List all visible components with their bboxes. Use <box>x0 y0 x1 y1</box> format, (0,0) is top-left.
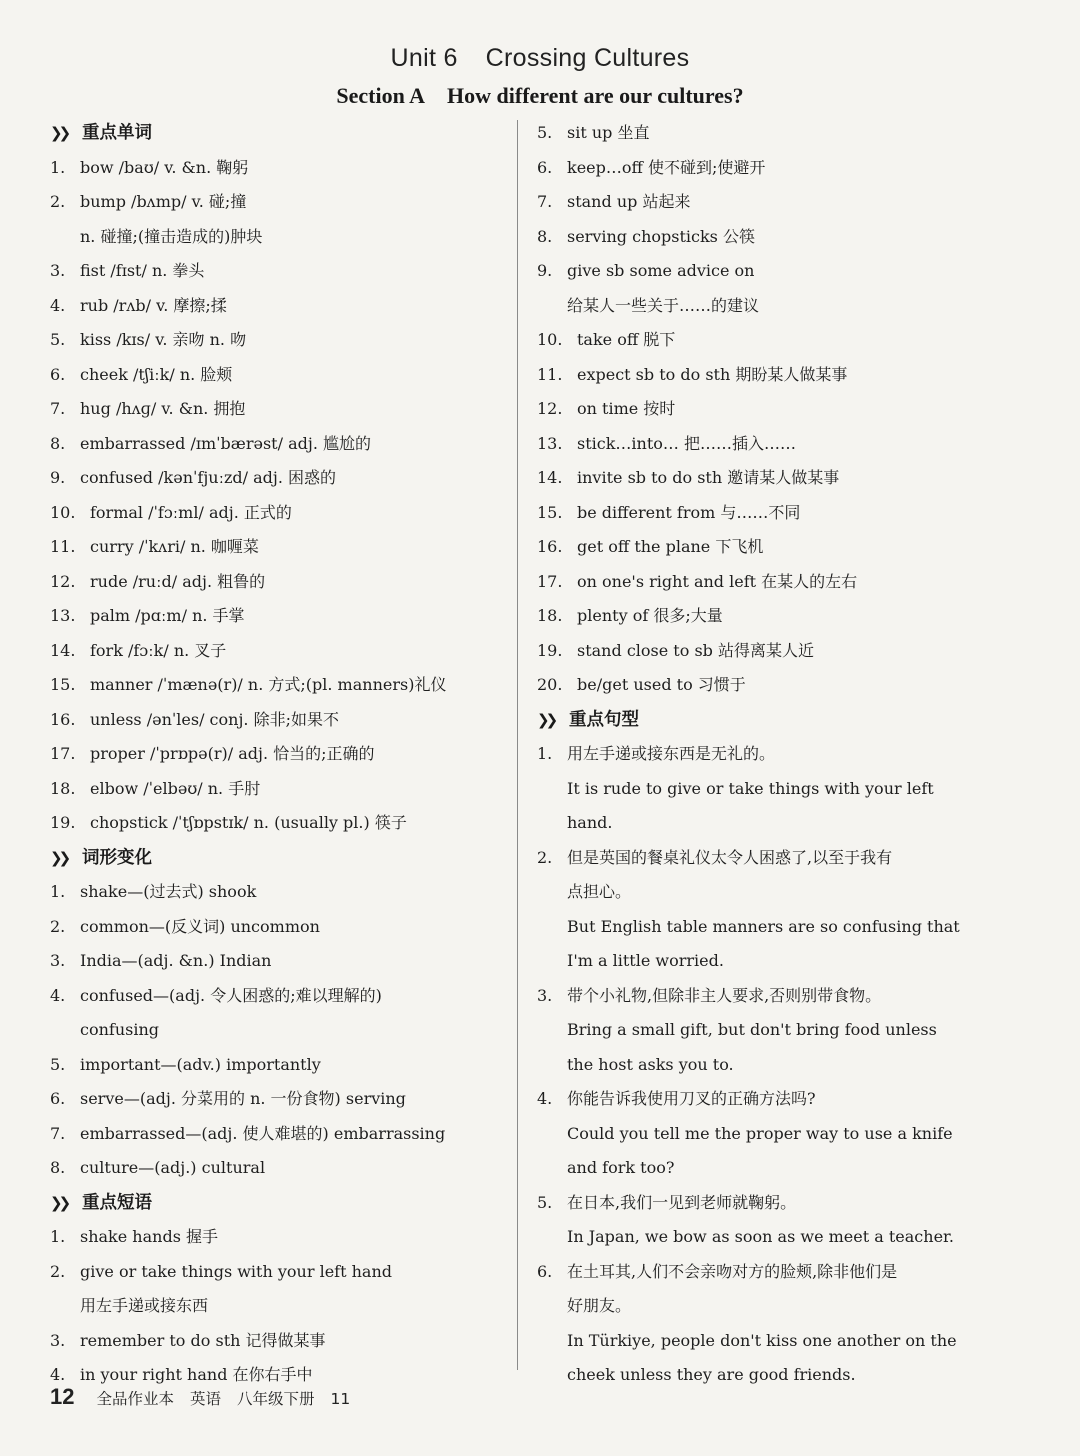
list-item <box>50 1220 500 1255</box>
item-continuation: hand. <box>567 813 613 832</box>
list-item <box>50 703 500 738</box>
item-text: 在土耳其,人们不会亲吻对方的脸颊,除非他们是 <box>567 1261 898 1281</box>
item-number: 4. <box>50 985 66 1005</box>
list-item <box>50 1255 500 1290</box>
item-number: 5. <box>50 1054 66 1074</box>
list-item <box>537 220 987 255</box>
item-text: hug /hʌɡ/ v. &n. 拥抱 <box>80 399 246 418</box>
item-text: bow /baʊ/ v. &n. 鞠躬 <box>80 157 249 177</box>
item-number: 7. <box>50 399 66 418</box>
item-text: shake hands 握手 <box>80 1227 218 1246</box>
item-number: 13. <box>537 433 563 453</box>
item-number: 11. <box>50 537 76 556</box>
item-number: 1. <box>50 882 66 901</box>
item-continuation: 点担心。 <box>567 882 632 901</box>
item-text: 但是英国的餐桌礼仪太令人困惑了,以至于我有 <box>567 847 893 867</box>
list-item <box>537 461 987 496</box>
item-text: formal /ˈfɔːml/ adj. 正式的 <box>90 502 292 522</box>
double-chevron-icon: ❯❯ <box>50 848 68 867</box>
list-item <box>537 737 987 772</box>
item-number: 16. <box>50 709 76 729</box>
item-number: 12. <box>537 399 563 418</box>
item-number: 20. <box>537 675 563 694</box>
list-item <box>537 841 987 876</box>
item-number: 19. <box>50 813 76 832</box>
item-number: 17. <box>50 744 76 763</box>
item-number: 18. <box>537 606 563 625</box>
heading-text: 词形变化 <box>82 847 152 868</box>
list-item <box>50 1324 500 1359</box>
item-continuation: Could you tell me the proper way to use a knife <box>567 1123 953 1143</box>
item-number: 15. <box>537 502 563 522</box>
grade-name: 八年级下册 <box>237 1390 315 1408</box>
item-text: cheek /tʃiːk/ n. 脸颊 <box>80 364 233 384</box>
item-text: confused—(adj. 令人困惑的;难以理解的) <box>80 985 382 1005</box>
item-number: 4. <box>50 1365 66 1384</box>
item-text: serve—(adj. 分菜用的 n. 一份食物) serving <box>80 1089 406 1108</box>
item-text: elbow /ˈelbəʊ/ n. 手肘 <box>90 778 261 798</box>
list-item <box>50 530 500 565</box>
item-text: in your right hand 在你右手中 <box>80 1365 313 1384</box>
item-continuation: 给某人一些关于……的建议 <box>567 295 760 315</box>
item-continuation: and fork too? <box>567 1158 675 1177</box>
section-label: Section A <box>336 83 426 108</box>
double-chevron-icon: ❯❯ <box>50 1193 68 1212</box>
item-text: stick…into… 把……插入…… <box>577 433 796 453</box>
list-item <box>50 289 500 324</box>
item-text: be different from 与……不同 <box>577 502 801 522</box>
item-number: 9. <box>537 261 553 280</box>
list-item <box>50 254 500 289</box>
item-text: on one's right and left 在某人的左右 <box>577 571 858 591</box>
item-number: 7. <box>50 1123 66 1143</box>
item-text: give or take things with your left hand <box>80 1261 392 1281</box>
item-number: 10. <box>537 330 563 349</box>
item-number: 4. <box>537 1089 553 1108</box>
item-text: rub /rʌb/ v. 摩擦;揉 <box>80 295 227 315</box>
item-text: India—(adj. &n.) Indian <box>80 951 272 970</box>
item-text: common—(反义词) uncommon <box>80 916 320 936</box>
item-text: embarrassed /ɪmˈbærəst/ adj. 尴尬的 <box>80 433 371 453</box>
heading-text: 重点单词 <box>82 123 152 143</box>
item-text: stand close to sb 站得离某人近 <box>577 640 814 660</box>
list-item <box>50 1117 500 1152</box>
item-number: 1. <box>50 1227 66 1246</box>
item-number: 3. <box>50 1330 66 1350</box>
item-number: 3. <box>50 951 66 970</box>
item-text: 用左手递或接东西是无礼的。 <box>567 744 776 763</box>
item-text: expect sb to do sth 期盼某人做某事 <box>577 364 848 384</box>
list-item <box>537 1082 987 1117</box>
list-item <box>537 530 987 565</box>
list-item <box>50 565 500 600</box>
item-text: culture—(adj.) cultural <box>80 1158 266 1177</box>
item-number: 2. <box>50 1261 66 1281</box>
list-item <box>50 634 500 669</box>
item-number: 6. <box>50 1089 66 1108</box>
list-item <box>537 185 987 220</box>
list-item <box>50 875 500 910</box>
list-item <box>537 392 987 427</box>
item-text: fist /fɪst/ n. 拳头 <box>80 261 205 280</box>
item-text: take off 脱下 <box>577 330 676 349</box>
list-item <box>537 323 987 358</box>
heading-text: 重点短语 <box>82 1192 152 1213</box>
item-text: remember to do sth 记得做某事 <box>80 1330 326 1350</box>
item-number: 11. <box>537 364 563 384</box>
list-item <box>50 323 500 358</box>
item-continuation: 好朋友。 <box>567 1296 632 1315</box>
item-number: 17. <box>537 571 563 591</box>
list-item <box>537 496 987 531</box>
item-number: 8. <box>50 433 66 453</box>
item-continuation: n. 碰撞;(撞击造成的)肿块 <box>80 226 263 246</box>
item-number: 2. <box>537 847 553 867</box>
item-text: shake—(过去式) shook <box>80 882 257 901</box>
subject-name: 英语 <box>190 1390 222 1408</box>
item-continuation: Bring a small gift, but don't bring food unless <box>567 1020 937 1039</box>
item-number: 2. <box>50 916 66 936</box>
unit-title <box>0 44 1080 73</box>
item-number: 15. <box>50 675 76 694</box>
item-text: unless /ənˈles/ conj. 除非;如果不 <box>90 709 339 729</box>
item-text: 在日本,我们一见到老师就鞠躬。 <box>567 1192 797 1212</box>
book-name: 全品作业本 <box>96 1390 174 1408</box>
list-item <box>537 254 987 289</box>
item-text: on time 按时 <box>577 399 676 418</box>
item-text: invite sb to do sth 邀请某人做某事 <box>577 468 840 487</box>
double-chevron-icon: ❯❯ <box>50 124 68 142</box>
item-text: get off the plane 下飞机 <box>577 537 764 556</box>
item-text: confused /kənˈfjuːzd/ adj. 困惑的 <box>80 468 337 487</box>
list-item <box>50 427 500 462</box>
item-text: sit up 坐直 <box>567 123 650 142</box>
item-text: palm /pɑːm/ n. 手掌 <box>90 606 245 625</box>
list-item <box>50 392 500 427</box>
item-number: 6. <box>537 1261 553 1281</box>
item-number: 7. <box>537 192 553 211</box>
list-item <box>537 1186 987 1221</box>
list-item <box>50 1151 500 1186</box>
list-item <box>50 806 500 841</box>
item-number: 6. <box>537 157 553 177</box>
item-text: proper /ˈprɒpə(r)/ adj. 恰当的;正确的 <box>90 744 375 763</box>
list-item <box>537 151 987 186</box>
left-column <box>50 116 500 1393</box>
item-text: rude /ruːd/ adj. 粗鲁的 <box>90 571 266 591</box>
item-number: 9. <box>50 468 66 487</box>
list-item <box>50 772 500 807</box>
section-heading <box>50 1186 500 1221</box>
item-text: give sb some advice on <box>567 261 755 280</box>
item-continuation: 用左手递或接东西 <box>80 1296 209 1315</box>
item-number: 3. <box>50 261 66 280</box>
item-text: 带个小礼物,但除非主人要求,否则别带食物。 <box>567 985 882 1005</box>
page-footer <box>50 1383 350 1411</box>
item-number: 1. <box>537 744 553 763</box>
item-continuation: In Türkiye, people don't kiss one another on the <box>567 1330 957 1350</box>
column-divider <box>517 120 518 1370</box>
item-text: important—(adv.) importantly <box>80 1054 321 1074</box>
list-item <box>50 1082 500 1117</box>
list-item <box>50 1048 500 1083</box>
list-item <box>537 668 987 703</box>
item-text: curry /ˈkʌri/ n. 咖喱菜 <box>90 537 259 556</box>
item-continuation: In Japan, we bow as soon as we meet a teacher. <box>567 1227 955 1246</box>
list-item <box>537 634 987 669</box>
item-text: be/get used to 习惯于 <box>577 675 746 694</box>
list-item <box>537 358 987 393</box>
item-continuation: confusing <box>80 1020 159 1039</box>
unit-name: Crossing Cultures <box>485 44 690 72</box>
list-item <box>50 461 500 496</box>
list-item <box>50 944 500 979</box>
item-number: 19. <box>537 640 563 660</box>
item-text: manner /ˈmænə(r)/ n. 方式;(pl. manners)礼仪 <box>90 675 447 694</box>
item-number: 5. <box>537 1192 553 1212</box>
heading-text: 重点句型 <box>569 709 639 730</box>
item-text: 你能告诉我使用刀叉的正确方法吗? <box>567 1089 816 1108</box>
item-number: 16. <box>537 537 563 556</box>
item-number: 14. <box>50 640 76 660</box>
item-text: embarrassed—(adj. 使人难堪的) embarrassing <box>80 1123 446 1143</box>
item-number: 3. <box>537 985 553 1005</box>
section-heading <box>50 116 500 151</box>
list-item <box>537 979 987 1014</box>
section-heading <box>50 841 500 876</box>
item-continuation: I'm a little worried. <box>567 951 724 970</box>
item-number: 4. <box>50 295 66 315</box>
list-item <box>50 358 500 393</box>
list-item <box>537 116 987 151</box>
list-item <box>537 565 987 600</box>
item-number: 8. <box>537 226 553 246</box>
item-continuation: cheek unless they are good friends. <box>567 1365 856 1384</box>
footer-ref: 11 <box>330 1390 351 1408</box>
list-item <box>50 185 500 220</box>
section-title <box>0 83 1080 109</box>
list-item <box>50 151 500 186</box>
list-item <box>50 496 500 531</box>
item-number: 18. <box>50 778 76 798</box>
item-continuation: the host asks you to. <box>567 1054 734 1074</box>
item-number: 12. <box>50 571 76 591</box>
section-name: How different are our cultures? <box>447 83 744 108</box>
item-number: 5. <box>537 123 553 142</box>
item-text: keep…off 使不碰到;使避开 <box>567 157 766 177</box>
item-number: 8. <box>50 1158 66 1177</box>
item-number: 14. <box>537 468 563 487</box>
item-text: serving chopsticks 公筷 <box>567 226 755 246</box>
list-item <box>50 979 500 1014</box>
item-continuation: But English table manners are so confusing that <box>567 916 960 936</box>
item-number: 13. <box>50 606 76 625</box>
item-continuation: It is rude to give or take things with your left <box>567 778 934 798</box>
list-item <box>50 599 500 634</box>
unit-label: Unit 6 <box>390 44 458 72</box>
double-chevron-icon: ❯❯ <box>537 710 555 729</box>
item-text: kiss /kɪs/ v. 亲吻 n. 吻 <box>80 330 247 349</box>
item-number: 10. <box>50 502 76 522</box>
right-column <box>537 116 987 1393</box>
list-item <box>537 1255 987 1290</box>
item-number: 2. <box>50 192 66 211</box>
item-number: 5. <box>50 330 66 349</box>
item-text: plenty of 很多;大量 <box>577 606 723 625</box>
list-item <box>50 668 500 703</box>
item-text: fork /fɔːk/ n. 叉子 <box>90 640 227 660</box>
item-text: stand up 站起来 <box>567 192 691 211</box>
list-item <box>537 427 987 462</box>
list-item <box>50 910 500 945</box>
item-text: bump /bʌmp/ v. 碰;撞 <box>80 192 247 211</box>
item-number: 6. <box>50 364 66 384</box>
page-number: 12 <box>50 1384 75 1409</box>
item-number: 1. <box>50 157 66 177</box>
list-item <box>50 737 500 772</box>
item-text: chopstick /ˈtʃɒpstɪk/ n. (usually pl.) 筷子 <box>90 813 407 832</box>
section-heading <box>537 703 987 738</box>
list-item <box>537 599 987 634</box>
